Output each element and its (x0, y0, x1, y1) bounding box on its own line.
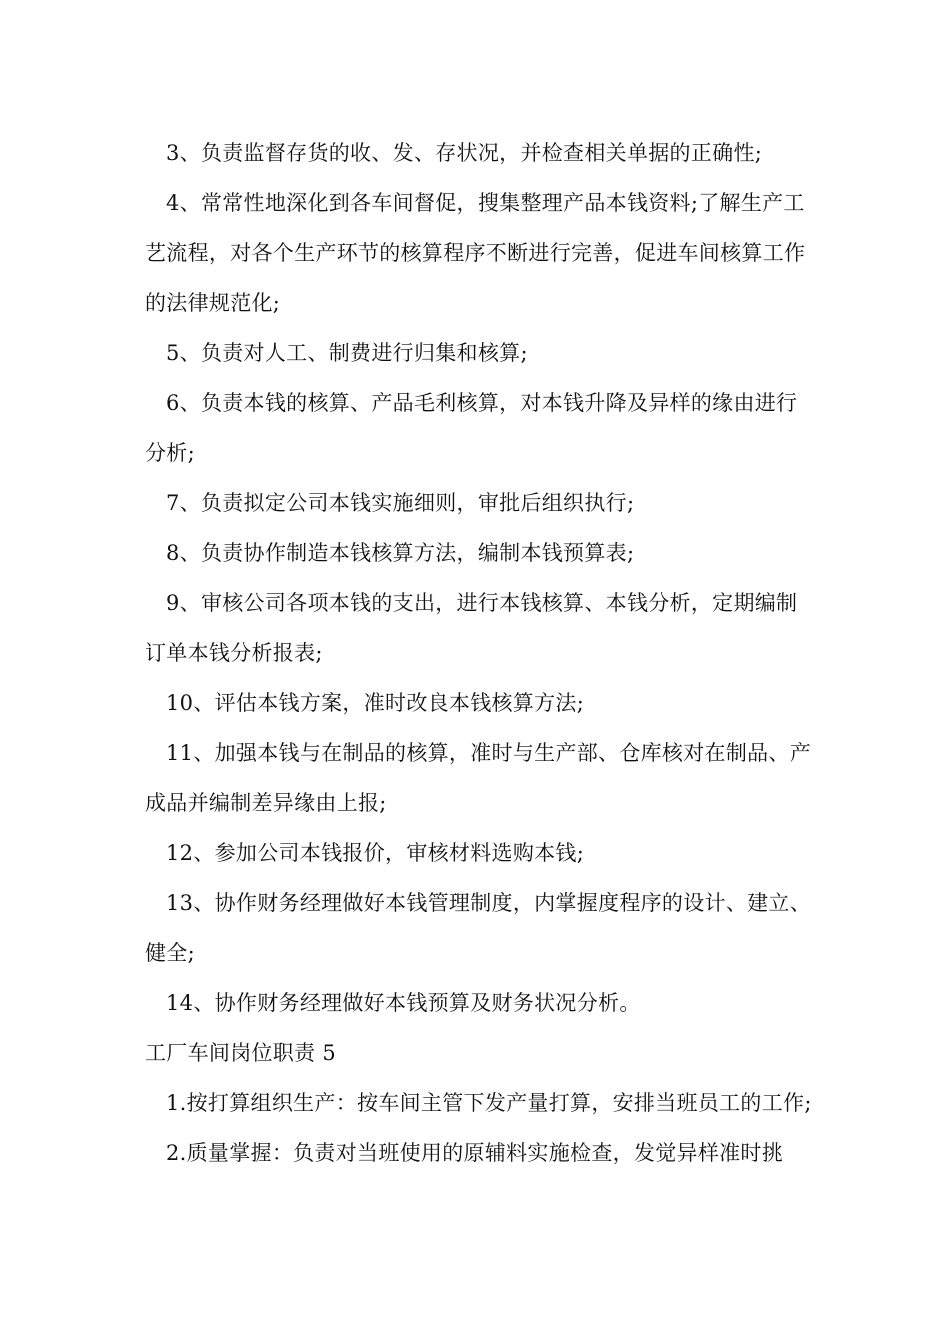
duty-item-9: 9、审核公司各项本钱的支出，进行本钱核算、本钱分析，定期编制订单本钱分析报表; (145, 591, 798, 665)
workshop-duty-item-2: 2.质量掌握：负责对当班使用的原辅料实施检查，发觉异样准时挑 (166, 1141, 784, 1165)
duty-item-10: 10、评估本钱方案，准时改良本钱核算方法; (166, 691, 585, 715)
duty-item-14: 14、协作财务经理做好本钱预算及财务状况分析。 (166, 991, 641, 1015)
duty-item-6: 6、负责本钱的核算、产品毛利核算，对本钱升降及异样的缘由进行分析; (145, 391, 798, 465)
duty-item-7: 7、负责拟定公司本钱实施细则，审批后组织执行; (166, 491, 635, 515)
document-body (145, 128, 815, 1178)
duty-item-3: 3、负责监督存货的收、发、存状况，并检查相关单据的正确性; (166, 141, 763, 165)
workshop-duty-item-1: 1.按打算组织生产：按车间主管下发产量打算，安排当班员工的工作; (166, 1091, 812, 1115)
duty-item-13: 13、协作财务经理做好本钱管理制度，内掌握度程序的设计、建立、健全; (145, 891, 812, 965)
duty-item-11: 11、加强本钱与在制品的核算，准时与生产部、仓库核对在制品、产成品并编制差异缘由上报; (145, 741, 812, 815)
section-heading: 工厂车间岗位职责 5 (145, 1041, 337, 1065)
duty-item-4: 4、常常性地深化到各车间督促，搜集整理产品本钱资料;了解生产工艺流程，对各个生产环节的核算程序不断进行完善，促进车间核算工作的法律规范化; (145, 191, 806, 315)
duty-item-8: 8、负责协作制造本钱核算方法，编制本钱预算表; (166, 541, 635, 565)
duty-item-5: 5、负责对人工、制费进行归集和核算; (166, 341, 528, 365)
duty-item-12: 12、参加公司本钱报价，审核材料选购本钱; (166, 841, 585, 865)
